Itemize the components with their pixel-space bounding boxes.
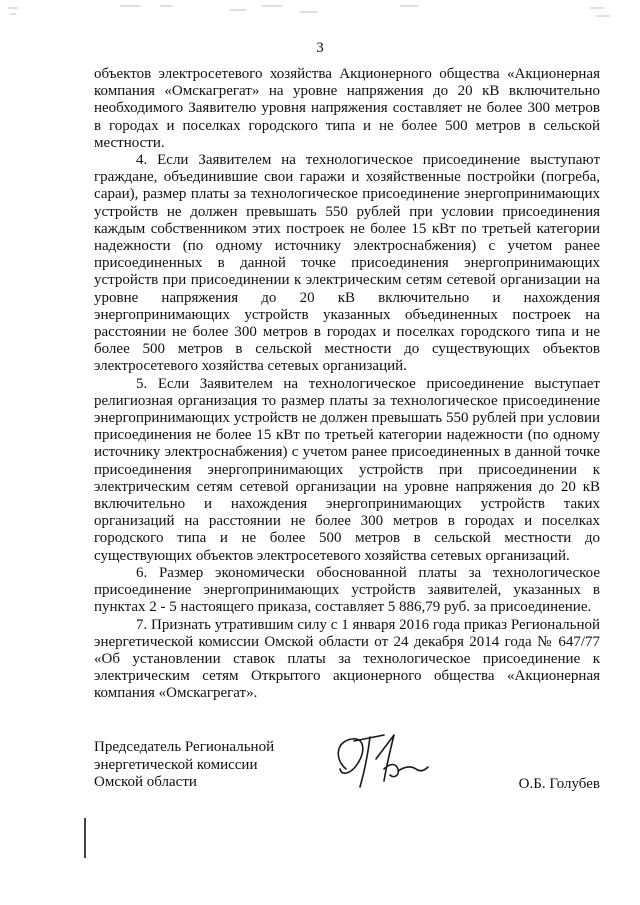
scan-artifacts (0, 0, 640, 30)
page-number: 3 (316, 40, 324, 56)
scan-edge-mark (84, 818, 86, 858)
signer-name: О.Б. Голубев (518, 776, 600, 792)
signer-title-line: Омской области (94, 774, 197, 790)
paragraph-item-6: 6. Размер экономически обоснованной платы за технологическое присоединение энергопринимающих устройств заявителей, указанных в пунктах 2 - 5 настоящего приказа, составляет 5 886,79 руб. за присоединение. (94, 564, 600, 616)
handwritten-signature (324, 729, 444, 799)
paragraph-continuation: объектов электросетевого хозяйства Акционерного общества «Акционерная компания «Омскагрегат» на уровне напряжения до 20 кВ включительно необходимого Заявителю уровня напряжения составляет не более 300 метров в городах и поселках городского типа и не более 500 метров в сельской местности. (94, 66, 600, 151)
signer-title-line: энергетической комиссии (94, 756, 258, 773)
paragraph-item-7: 7. Признать утратившим силу с 1 января 2016 года приказ Региональной энергетической комиссии Омской области от 24 декабря 2014 года № 647/77 «Об установлении ставок платы за технологическое присоединение к электрическим сетям Открытого акционерного общества «Акционерная компания «Омскагрегат». (94, 616, 600, 702)
signature-block (94, 739, 600, 799)
paragraph-item-4: 4. Если Заявителем на технологическое присоединение выступают граждане, объединившие свои гаражи и хозяйственные постройки (погреба, сараи), размер платы за технологическое присоединение энергопринимающих устройств не должен превышать 550 рублей при условии присоединения каждым собственником этих построек не более 15 кВт по третьей категории надежности (по одному источнику электроснабжения) с учетом ранее присоединенных в данной точке присоединения энергопринимающих устройств при присоединении к электрическим сетям сетевой организации на уровне напряжения до 20 кВ включительно и нахождения энергопринимающих устройств указанных объединенных построек на расстоянии не более 300 метров в городах и поселках городского типа и не более 500 метров в сельской местности до существующих объектов электросетевого хозяйства сетевых организаций. (94, 152, 600, 375)
signer-title (94, 739, 274, 792)
paragraph-item-5: 5. Если Заявителем на технологическое присоединение выступает религиозная организация то размер платы за технологическое присоединение энергопринимающих устройств не должен превышать 550 рублей при условии присоединения не более 15 кВт по третьей категории надежности (по одному источнику электроснабжения) с учетом ранее присоединенных в данной точке присоединения энергопринимающих устройств при присоединении к электрическим сетям сетевой организации на уровне напряжения до 20 кВ включительно и нахождения энергопринимающих устройств таких организаций на расстоянии не более 300 метров в городах и поселках городского типа и не более 500 метров в сельской местности до существующих объектов электросетевого хозяйства сетевых организаций. (94, 375, 600, 564)
signer-title-line: Председатель Региональной (94, 739, 275, 755)
document-body (94, 66, 600, 703)
